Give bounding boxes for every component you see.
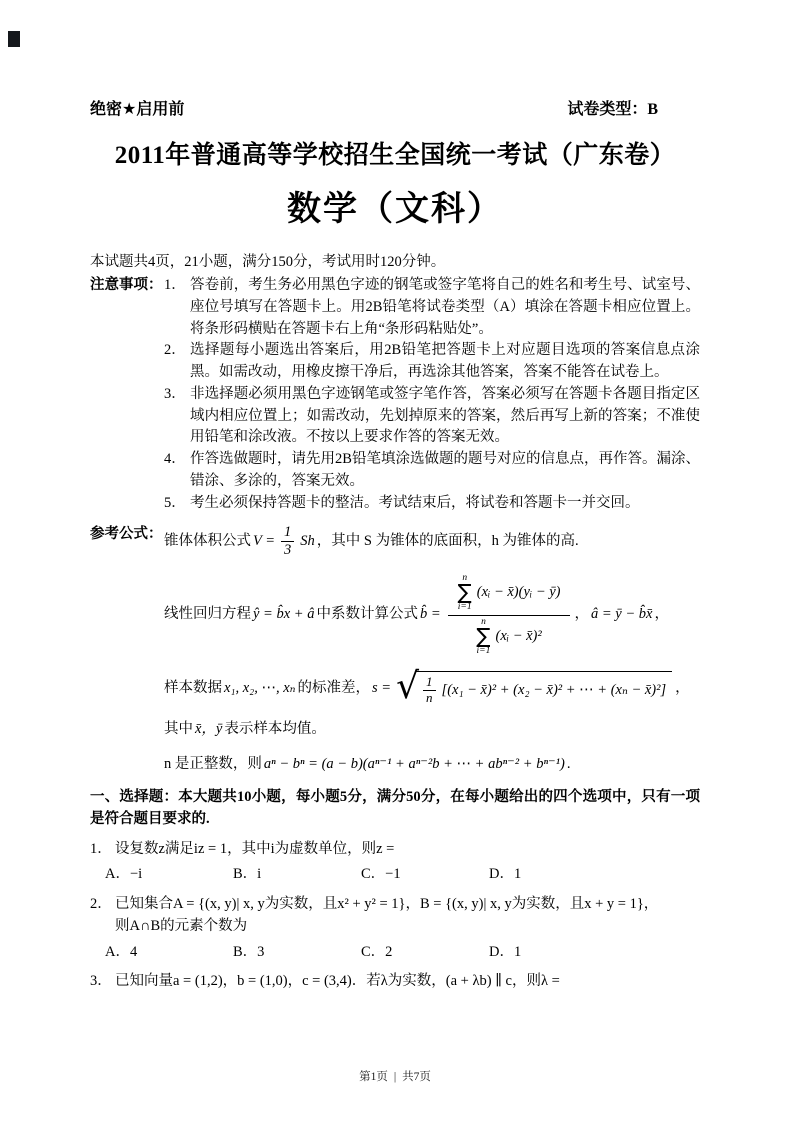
power-difference-formula	[164, 754, 700, 776]
reference-label: 参考公式：	[90, 526, 163, 543]
power-formula-period: .	[566, 756, 571, 773]
notice-item-text: 选择题每小题选出答案后，用2B铅笔把答题卡上对应题目选项的答案信息点涂黑。如需改动，用橡皮擦干净后，再选涂其他答案，答案不能答在试卷上。	[190, 342, 700, 380]
mean-note-text: 表示样本均值。	[224, 721, 326, 738]
option-c: C．−1	[361, 866, 401, 883]
notice-item-number: 3．	[164, 385, 186, 402]
question-text: 设复数z满足iz = 1，其中i为虚数单位，则z =	[115, 840, 395, 857]
notice-item-text: 答卷前，考生务必用黑色字迹的钢笔或签字笔将自己的姓名和考生号、试室号、座位号填写在答题卡上。用2B铅笔将试卷类型（A）填涂在答题卡相应位置上。将条形码横贴在答题卡右上角“条形码粘贴处”。	[190, 277, 700, 337]
exam-title: 2011年普通高等学校招生全国统一考试（广东卷）	[114, 142, 676, 169]
notice-item-text: 非选择题必须用黑色字迹钢笔或签字笔作答，答案必须写在答题卡各题目指定区域内相应位置上；如需改动，先划掉原来的答案，然后再写上新的答案；不准使用铅笔和涂改液。不按以上要求作答的答案无效。	[190, 385, 700, 446]
ahat-equation: â = ȳ − b̂x̄	[591, 606, 653, 623]
notice-item-number: 5．	[164, 494, 186, 511]
paper-type-label: 试卷类型：B	[567, 101, 658, 118]
stddev-mid-text: 的标准差，	[297, 680, 371, 697]
question-3	[90, 970, 700, 992]
trailing-comma: ，	[654, 606, 669, 623]
question-text: 已知向量a = (1,2)，b = (1,0)，c = (3,4)．若λ为实数，(a + λb) ∥ c，则λ =	[115, 973, 560, 990]
question-number: 1．	[90, 840, 112, 857]
question-text-line2: 则A∩B的元素个数为	[115, 918, 248, 935]
footer-page-number: 第1页	[359, 1071, 388, 1083]
cone-formula-rhs: Sh	[300, 532, 315, 549]
summation-symbol: n ∑ i=1	[457, 572, 472, 613]
notice-item-number: 4．	[164, 451, 186, 467]
page-header	[90, 96, 700, 119]
power-formula-expression: aⁿ − bⁿ = (a − b)(aⁿ⁻¹ + aⁿ⁻²b + ⋯ + abⁿ⁻² + bⁿ⁻¹)	[263, 756, 565, 773]
subject-title: 数学（文科）	[287, 191, 503, 228]
option-b: B．3	[233, 943, 265, 960]
trailing-comma: ，	[675, 680, 690, 697]
stddev-lhs: s =	[372, 680, 392, 697]
option-d: D．1	[489, 866, 522, 883]
question-1-options	[105, 863, 700, 885]
bhat-fraction	[448, 572, 570, 659]
cone-formula-note: ，其中 S 为锥体的底面积，h 为锥体的高.	[316, 532, 579, 549]
question-number: 3．	[90, 973, 112, 990]
notice-list	[164, 275, 700, 514]
reference-body	[164, 524, 700, 776]
exam-intro: 本试题共4页，21小题，满分150分，考试用时120分钟。	[90, 254, 446, 270]
notice-item	[164, 449, 700, 493]
security-label: 绝密★启用前	[90, 101, 185, 118]
notice-item-text: 作答选做题时，请先用2B铅笔填涂选做题的题号对应的信息点，再作答。漏涂、错涂、多涂的，答案无效。	[190, 451, 700, 489]
option-d: D．1	[489, 943, 522, 960]
notice-section	[90, 275, 700, 514]
cone-formula-intro: 锥体体积公式	[164, 532, 251, 549]
regression-intro: 线性回归方程	[164, 606, 251, 623]
option-a: A．4	[105, 943, 138, 960]
radical-sign: √	[396, 665, 420, 707]
mean-note-line	[164, 719, 700, 741]
notice-item-number: 2．	[164, 342, 186, 359]
one-third-fraction: $\frac{1}{3}$	[281, 524, 294, 558]
sample-data-list: x₁, x₂, ⋯, xₙ	[224, 680, 296, 697]
notice-item-number: 1．	[164, 277, 186, 293]
bhat-denominator-expression: (xᵢ − x̄)²	[495, 628, 542, 645]
bhat-lhs: b̂ =	[419, 606, 441, 623]
regression-equation: ŷ = b̂x + â	[253, 606, 315, 623]
notice-item	[164, 384, 700, 449]
notice-item	[164, 340, 700, 384]
footer-separator: |	[393, 1071, 397, 1083]
cone-volume-formula	[164, 524, 700, 558]
regression-mid-text: 中系数计算公式	[316, 606, 418, 623]
notice-item	[164, 275, 700, 340]
reference-formulas-section	[90, 524, 700, 776]
notice-item-text: 考生必须保持答题卡的整洁。考试结束后，将试卷和答题卡一并交回。	[190, 494, 640, 511]
option-b: B．i	[233, 866, 262, 883]
footer-total-pages: 共7页	[402, 1071, 431, 1083]
page-footer	[90, 1068, 700, 1084]
square-root	[396, 665, 672, 707]
regression-formula	[164, 572, 700, 659]
question-2	[90, 893, 700, 963]
question-2-options	[105, 941, 700, 963]
summation-symbol: n ∑ i=1	[476, 616, 491, 656]
notice-item	[164, 493, 700, 515]
question-1	[90, 838, 700, 886]
one-over-n-fraction: $\frac{1}{n}$	[423, 675, 436, 706]
mean-note-intro: 其中	[164, 721, 193, 738]
stddev-intro: 样本数据	[164, 680, 222, 697]
multiple-choice-section-heading: 一、选择题：本大题共10小题，每小题5分，满分50分，在每小题给出的四个选项中，只有一项是符合题目要求的.	[90, 788, 700, 828]
bhat-numerator-expression: (xᵢ − x̄)(yᵢ − ȳ)	[476, 584, 561, 601]
option-a: A．−i	[105, 866, 143, 883]
notice-label: 注意事项：	[90, 277, 163, 293]
stddev-formula	[164, 665, 700, 707]
question-number: 2．	[90, 895, 112, 912]
power-formula-intro: n 是正整数，则	[164, 756, 262, 773]
stddev-bracket-expression: [(x₁ − x̄)² + (x₂ − x̄)² + ⋯ + (xₙ − x̄)²]	[441, 682, 667, 699]
question-text: 已知集合A = {(x, y)| x, y为实数，且x² + y² = 1}，B = {(x, y)| x, y为实数，且x + y = 1}，	[115, 895, 659, 912]
cone-formula-lhs: V =	[253, 532, 276, 549]
option-c: C．2	[361, 943, 393, 960]
separator-comma: ，	[574, 606, 589, 623]
mean-variables: x̄，ȳ	[195, 721, 223, 738]
scan-artifact-mark	[8, 31, 20, 47]
